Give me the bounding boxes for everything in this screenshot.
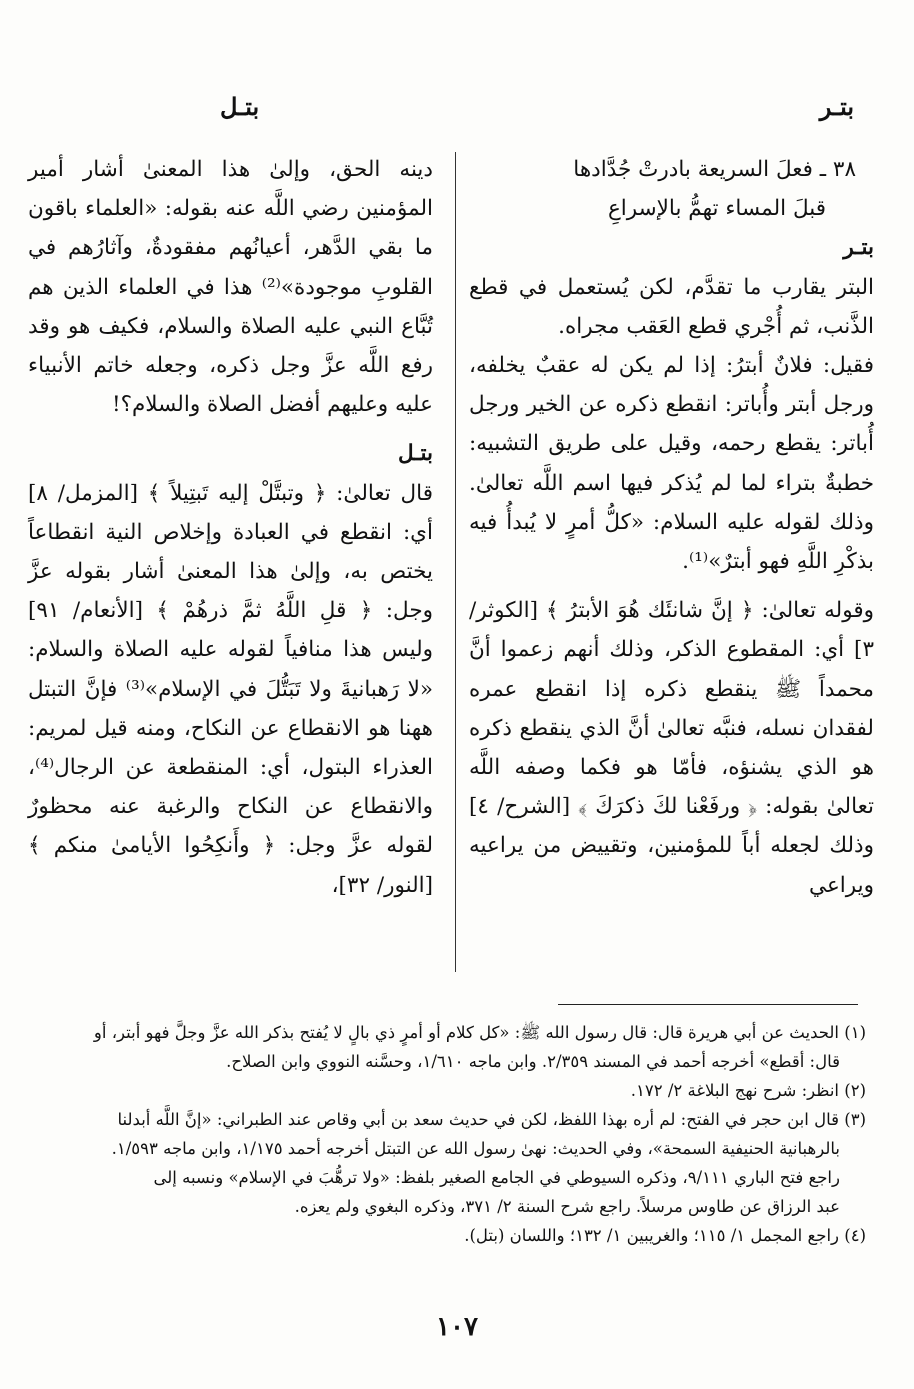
footnote-1: (١) الحديث عن أبي هريرة قال: قال رسول الله ﷺ: «كل كلام أو أمرٍ ذي بالٍ لا يُفتح بذكر الله عزَّ وجلَّ فهو أبتر، أو (93, 1023, 866, 1042)
entry-heading-batal: بتـل (397, 441, 433, 467)
footnote-separator (558, 1004, 858, 1005)
entry-heading-batar: بتـر (843, 235, 874, 261)
paragraph: قال تعالىٰ: ﴿ وتبتَّلْ إليه تَبتِيلاً ﴾ [المزمل/ ٨] أي: انقطع في العبادة وإخلاص النية انقطاعاً يختص به، وإلىٰ هذا المعنىٰ أشار بقوله عزَّ وجل: ﴿ قلِ اللَّهُ ثمَّ ذرهُمْ ﴾ [الأنعام/ ٩١] وليس هذا منافياً لقوله عليه الصلاة والسلام: «لا رَهبانيةَ ولا تَبَتُّلَ في الإسلام»⁽³⁾ فإنَّ التبتل ههنا هو الانقطاع عن النكاح، ومنه قيل لمريم: العذراء البتول، أي: المنقطعة عن الرجال⁽⁴⁾، والانقطاع عن النكاح والرغبة عنه محظورٌ لقوله عزَّ وجل: ﴿ وأَنكِحُوا الأيامىٰ منكم ﴾ [النور/ ٣٢]، (28, 480, 433, 898)
footnote-4: (٤) راجع المجمل ١/ ١١٥؛ والغريبين ١/ ١٣٢؛ واللسان (بتل). (464, 1226, 866, 1245)
footnote-2: (٢) انظر: شرح نهج البلاغة ٢/ ١٧٢. (630, 1081, 866, 1100)
right-column (469, 150, 874, 905)
poem-line-2: قبلَ المساء تهمُّ بالإسراعِ (607, 196, 826, 222)
paragraph: دينه الحق، وإلىٰ هذا المعنىٰ أشار أمير المؤمنين رضي اللَّه عنه بقوله: «العلماء باقون ما بقي الدَّهر، أعيانُهم مفقودةٌ، وآثارُهم في القلوبِ موجودة»⁽²⁾ هذا في العلماء الذين هم تُبَّاع النبي عليه الصلاة والسلام، فكيف هو وقد رفع اللَّه عزَّ وجل ذكره، وجعله خاتم الأنبياء عليه وعليهم أفضل الصلاة والسلام؟! (28, 157, 433, 418)
footnote-1-cont: قال: أقطع» أخرجه أحمد في المسند ٢/٣٥٩. وابن ماجه ١/٦١٠، وحسَّنه النووي وابن الصلاح. (226, 1052, 840, 1071)
paragraph: فقيل: فلانٌ أبترُ: إذا لم يكن له عقبٌ يخلفه، ورجل أبتر وأُباتر: انقطع ذكره عن الخير ورجل أُباتر: يقطع رحمه، وقيل على طريق التشبيه: خطبةٌ بتراء لما لم يُذكر فيها اسم اللَّه تعالىٰ. وذلك لقوله عليه السلام: «كلُّ أمرٍ لا يُبدأُ فيه بذكْرِ اللَّهِ فهو أبترٌ»⁽¹⁾. (469, 353, 874, 575)
footnote-3-note-2: عبد الرزاق عن طاوس مرسلاً. راجع شرح السنة ٢/ ٣٧١، وذكره البغوي ولم يعزه. (294, 1197, 840, 1216)
poem-line-1: ٣٨ ـ فعلَ السريعة بادرتْ جُدَّادها (573, 157, 856, 182)
running-header-right: بتـر (819, 92, 854, 121)
left-column (28, 150, 433, 905)
footnote-3-note-1: راجع فتح الباري ٩/١١١، وذكره السيوطي في الجامع الصغير بلفظ: «ولا ترهُّبَ في الإسلام» ونسبه إلى (153, 1168, 840, 1187)
footnote-3: (٣) قال ابن حجر في الفتح: لم أره بهذا اللفظ، لكن في حديث سعد بن أبي وقاص عند الطبراني: «إنَّ اللَّه أبدلنا (117, 1110, 866, 1129)
column-divider (455, 152, 456, 972)
footnotes (46, 1018, 866, 1250)
paragraph: البتر يقارب ما تقدَّم، لكن يُستعمل في قطع الذَّنب، ثم أُجْري قطع العَقب مجراه. (469, 274, 874, 339)
poem-verse (469, 150, 874, 228)
footnote-3-cont: بالرهبانية الحنيفية السمحة»، وفي الحديث: نهىٰ رسول الله عن التبتل أخرجه أحمد ١/١٧٥، وابن ماجه ١/٥٩٣. (111, 1139, 840, 1158)
page-number: ١٠٧ (436, 1312, 478, 1342)
running-header-left: بتـل (220, 92, 260, 121)
paragraph: وقوله تعالىٰ: ﴿ إنَّ شانئَك هُوَ الأبترُ ﴾ [الكوثر/ ٣] أي: المقطوع الذكر، وذلك أنهم زعموا أنَّ محمداً ﷺ ينقطع ذكره إذا انقطع عمره لفقدان نسله، فنبَّه تعالىٰ أنَّ الذي ينقطع ذكره هو الذي يشنؤه، فأمّا هو فكما وصفه اللَّه تعالىٰ بقوله: ﴿ ورفَعْنا لكَ ذكرَكَ ﴾ [الشرح/ ٤] وذلك لجعله أباً للمؤمنين، وتقييض من يراعيه ويراعي (469, 598, 874, 898)
